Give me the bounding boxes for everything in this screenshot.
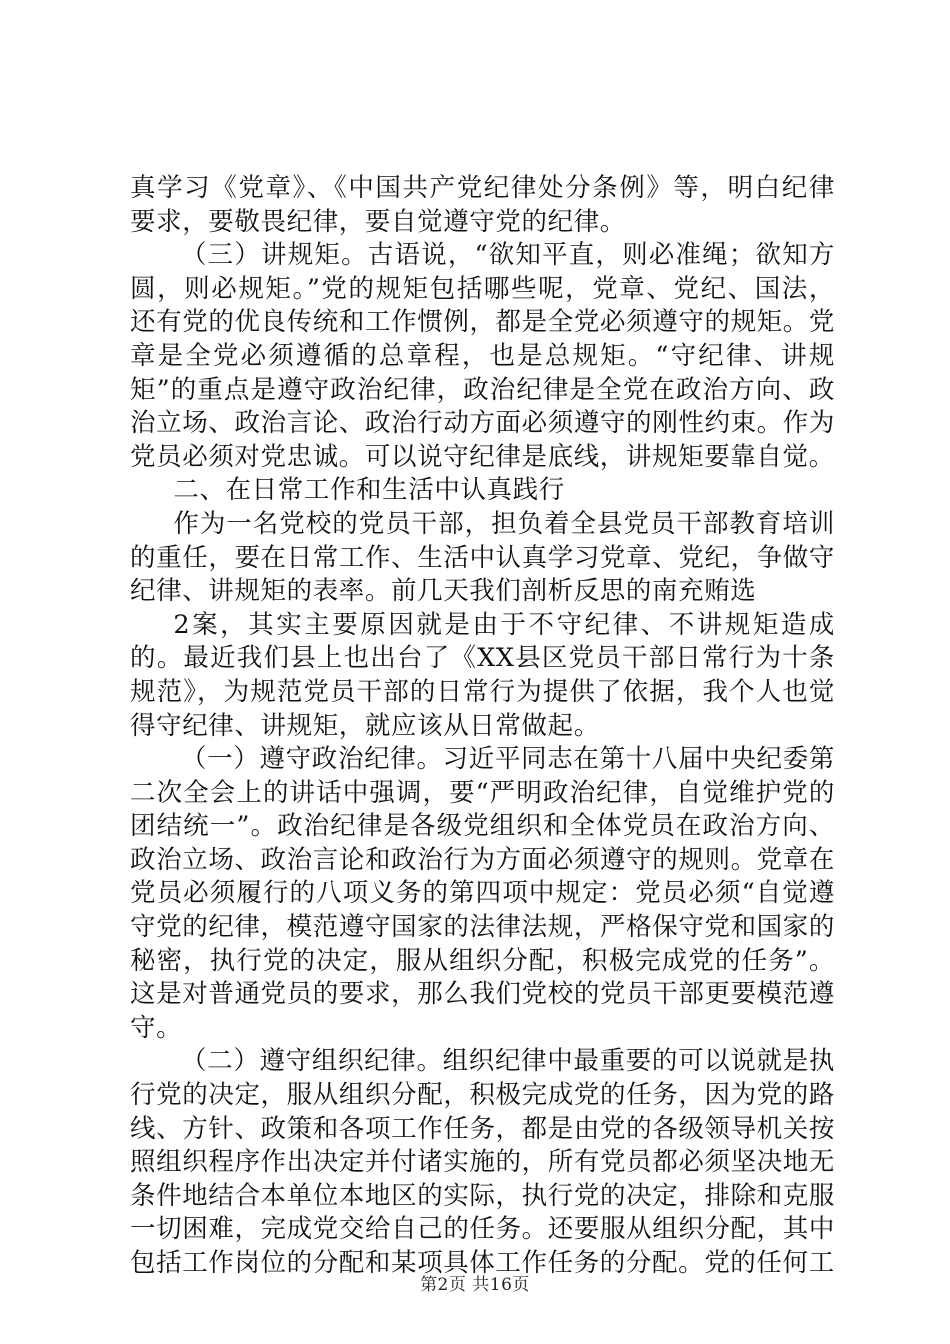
- section-heading-two: 二、在日常工作和生活中认真践行: [173, 475, 565, 506]
- paragraph-organizational-discipline: （二）遵守组织纪律。组织纪律中最重要的可以说就是执行党的决定，服从组织分配，积极完成党的任务，因为党的路线、方针、政策和各项工作任务，都是由党的各级领导机关按照组织程序作出决定并付诸实施的，所有党员都必须坚决地无条件地结合本单位本地区的实际，执行党的决定，排除和克服一切困难，完成党交给自己的任务。还要服从组织分配，其中包括工作岗位的分配和某项具体工作任务的分配。党的任何工: [130, 1046, 835, 1278]
- paragraph-section-three: （三）讲规矩。古语说，“欲知平直，则必准绳；欲知方圆，则必规矩。”党的规矩包括哪些呢，党章、党纪、国法，还有党的优良传统和工作惯例，都是全党必须遵守的规矩。党章是全党必须遵循的总章程，也是总规矩。“守纪律、讲规矩”的重点是遵守政治纪律，政治纪律是全党在政治方向、政治立场、政治言论、政治行动方面必须遵守的刚性约束。作为党员必须对党忠诚。可以说守纪律是底线，讲规矩要靠自觉。: [130, 240, 835, 472]
- page-number-footer: 第2页 共16页: [420, 1275, 530, 1295]
- document-body: [130, 172, 835, 1281]
- paragraph-continuation: 真学习《党章》、《中国共产党纪律处分条例》等，明白纪律要求，要敬畏纪律，要自觉遵守党的纪律。: [130, 173, 835, 237]
- paragraph-case: 2案，其实主要原因就是由于不守纪律、不讲规矩造成的。最近我们县上也出台了《XX县区党员干部日常行为十条规范》，为规范党员干部的日常行为提供了依据，我个人也觉得守纪律、讲规矩，就应该从日常做起。: [130, 609, 835, 741]
- paragraph-political-discipline: （一）遵守政治纪律。习近平同志在第十八届中央纪委第二次全会上的讲话中强调，要“严明政治纪律，自觉维护党的团结统一”。政治纪律是各级党组织和全体党员在政治方向、政治立场、政治言论和政治行为方面必须遵守的规则。党章在党员必须履行的八项义务的第四项中规定：党员必须“自觉遵守党的纪律，模范遵守国家的法律法规，严格保守党和国家的秘密，执行党的决定，服从组织分配，积极完成党的任务”。这是对普通党员的要求，那么我们党校的党员干部更要模范遵守。: [130, 744, 835, 1043]
- paragraph-intro: 作为一名党校的党员干部，担负着全县党员干部教育培训的重任，要在日常工作、生活中认真学习党章、党纪，争做守纪律、讲规矩的表率。前几天我们剖析反思的南充贿选: [130, 508, 835, 607]
